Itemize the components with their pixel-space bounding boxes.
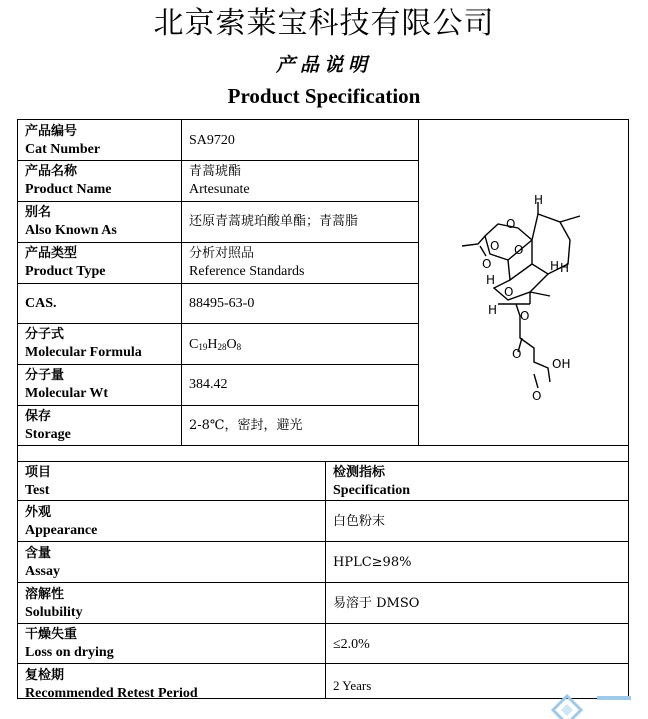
molecular-formula-value: $C_{19}H_{28}O_8$	[189, 337, 242, 352]
also-known-as-value: 还原青蒿琥珀酸单酯；青蒿脂	[189, 214, 359, 229]
atom-label: O	[506, 217, 516, 231]
solubility-value: 易溶于 DMSO	[333, 596, 420, 611]
atom-label: O	[490, 239, 500, 253]
document-subtitle: 产品说明	[275, 54, 372, 76]
atom-label: O	[532, 389, 542, 403]
product-name-value: 青蒿琥酯 Artesunate	[189, 164, 250, 197]
row-divider	[18, 623, 628, 624]
molecular-weight-value: 384.42	[189, 377, 228, 392]
specification-header: 检测指标 Specification	[333, 465, 410, 498]
row-divider	[18, 160, 418, 161]
atom-label: H	[488, 303, 498, 317]
cas-label: CAS.	[25, 296, 57, 311]
atom-label: O	[514, 243, 524, 257]
atom-label: H	[486, 273, 496, 287]
assay-value: HPLC≥98%	[333, 555, 412, 570]
row-divider	[18, 582, 628, 583]
loss-on-drying-value: ≤2.0%	[333, 637, 370, 652]
product-type-value: 分析对照品 Reference Standards	[189, 246, 305, 279]
atom-label: O	[520, 309, 530, 323]
row-divider	[18, 461, 628, 462]
company-name: 北京索莱宝科技有限公司	[153, 6, 495, 41]
row-divider	[18, 405, 418, 406]
retest-period-label: 复检期 Recommended Retest Period	[25, 668, 198, 701]
row-divider	[18, 663, 628, 664]
row-divider	[18, 500, 628, 501]
solubility-label: 溶解性 Solubility	[25, 587, 83, 620]
product-name-label: 产品名称 Product Name	[25, 164, 112, 197]
appearance-label: 外观 Appearance	[25, 505, 98, 538]
atom-label: O	[504, 285, 514, 299]
row-divider	[18, 364, 418, 365]
atom-label: H	[534, 193, 544, 207]
storage-value: 2-8℃，密封，避光	[189, 418, 303, 433]
molecular-weight-label: 分子量 Molecular Wt	[25, 368, 109, 401]
retest-period-value: 2 Years	[333, 678, 372, 693]
molecular-structure-diagram	[420, 192, 620, 407]
assay-label: 含量 Assay	[25, 546, 61, 579]
column-divider	[418, 120, 419, 446]
test-header: 项目 Test	[25, 465, 52, 498]
appearance-value: 白色粉末	[333, 514, 386, 529]
cat-number-value: SA9720	[189, 133, 235, 148]
row-divider	[18, 445, 628, 446]
atom-label: O	[482, 257, 492, 271]
row-divider	[18, 323, 418, 324]
loss-on-drying-label: 干燥失重 Loss on drying	[25, 627, 114, 660]
row-divider	[18, 201, 418, 202]
document-title: Product Specification	[227, 84, 421, 108]
structure-atoms	[482, 193, 570, 403]
row-divider	[18, 283, 418, 284]
atom-label: H	[550, 259, 560, 273]
also-known-as-label: 别名 Also Known As	[25, 205, 117, 238]
row-divider	[18, 242, 418, 243]
row-divider	[18, 541, 628, 542]
cas-value: 88495-63-0	[189, 296, 255, 311]
watermark-logo	[545, 688, 648, 719]
molecular-formula-label: 分子式 Molecular Formula	[25, 327, 142, 360]
storage-label: 保存 Storage	[25, 409, 71, 442]
atom-label: OH	[552, 357, 571, 371]
atom-label: O	[512, 347, 522, 361]
atom-label: H	[560, 261, 570, 275]
cat-number-label: 产品编号 Cat Number	[25, 124, 101, 157]
product-type-label: 产品类型 Product Type	[25, 246, 106, 279]
